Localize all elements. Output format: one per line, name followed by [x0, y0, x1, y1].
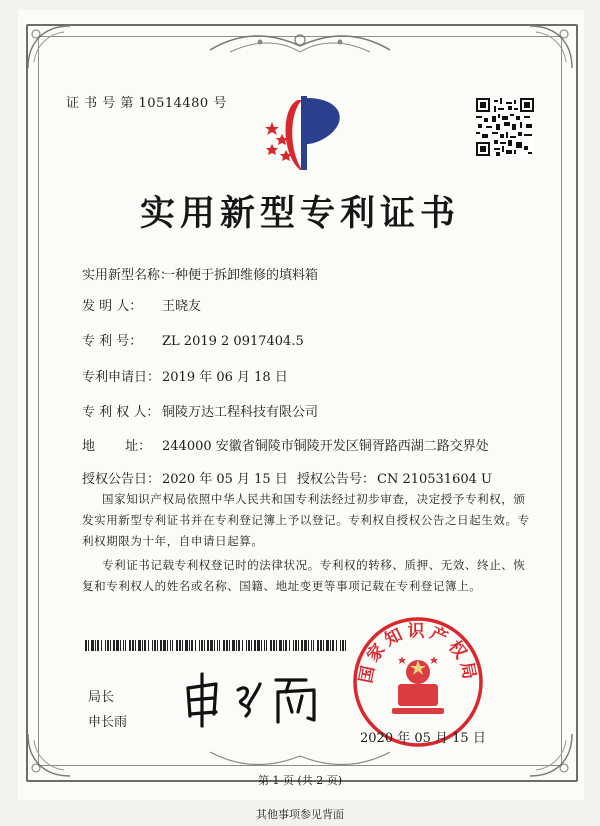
director-title: 局长	[88, 690, 115, 705]
announcement-date-value: 2020 年 05 月 15 日	[162, 472, 288, 487]
certificate-number: 证 书 号 第 10514480 号	[66, 96, 227, 111]
field-row-address	[82, 435, 489, 454]
footer-note: 其他事项参见背面	[256, 808, 344, 821]
barcode	[85, 640, 347, 651]
field-label: 专 利 号：	[82, 334, 143, 349]
field-row-announcement	[82, 468, 492, 487]
bottom-ornament	[200, 748, 400, 770]
field-label: 发 明 人：	[82, 299, 143, 314]
field-value: 一种便于拆卸维修的填料箱	[162, 268, 319, 283]
director-name: 申长雨	[88, 715, 128, 730]
seal-date: 2020 年 05 月 15 日	[360, 731, 486, 746]
field-row-inventor	[82, 295, 201, 314]
announcement-date-label: 授权公告日：	[82, 472, 161, 487]
svg-text:国家知识产权局: 国家知识产权局	[356, 621, 480, 685]
field-value: 2019 年 06 月 18 日	[162, 370, 288, 385]
patent-office-logo	[258, 92, 354, 174]
field-value: 244000 安徽省铜陵市铜陵开发区铜胥路西湖二路交界处	[162, 439, 489, 454]
top-ornament	[200, 28, 400, 58]
announcement-number-label: 授权公告号：	[297, 472, 376, 487]
field-label: 地 址：	[82, 439, 152, 454]
announcement-number-value: CN 210531604 U	[377, 472, 492, 487]
field-row-application-date	[82, 366, 288, 385]
field-label: 专 利 权 人：	[82, 405, 160, 420]
field-row-patent-number	[82, 330, 304, 349]
field-row-patentee	[82, 401, 318, 420]
legal-status-paragraph: 专利证书记载专利权登记时的法律状况。专利权的转移、质押、无效、终止、恢复和专利权人的姓名或名称、国籍、地址变更等事项记载在专利登记簿上。	[82, 558, 526, 593]
grant-paragraph: 国家知识产权局依照中华人民共和国专利法经过初步审查，决定授予专利权，颁发实用新型专利证书并在专利登记簿上予以登记。专利权自授权公告之日起生效。专利权期限为十年，自申请日起算。	[82, 492, 530, 548]
certificate-title: 实用新型专利证书	[139, 193, 460, 234]
field-value: 王晓友	[162, 299, 202, 314]
field-value: ZL 2019 2 0917404.5	[162, 334, 304, 349]
corner-ornament-top-left	[24, 22, 74, 72]
field-label: 实用新型名称：	[82, 268, 174, 283]
field-row-utility-model-name	[82, 264, 318, 283]
page-number: 第 1 页 (共 2 页)	[257, 774, 343, 787]
qr-code-icon	[476, 98, 534, 156]
field-value: 铜陵万达工程科技有限公司	[162, 405, 319, 420]
field-label: 专利申请日：	[82, 370, 161, 385]
director-signature	[180, 670, 330, 728]
corner-ornament-top-right	[526, 22, 576, 72]
